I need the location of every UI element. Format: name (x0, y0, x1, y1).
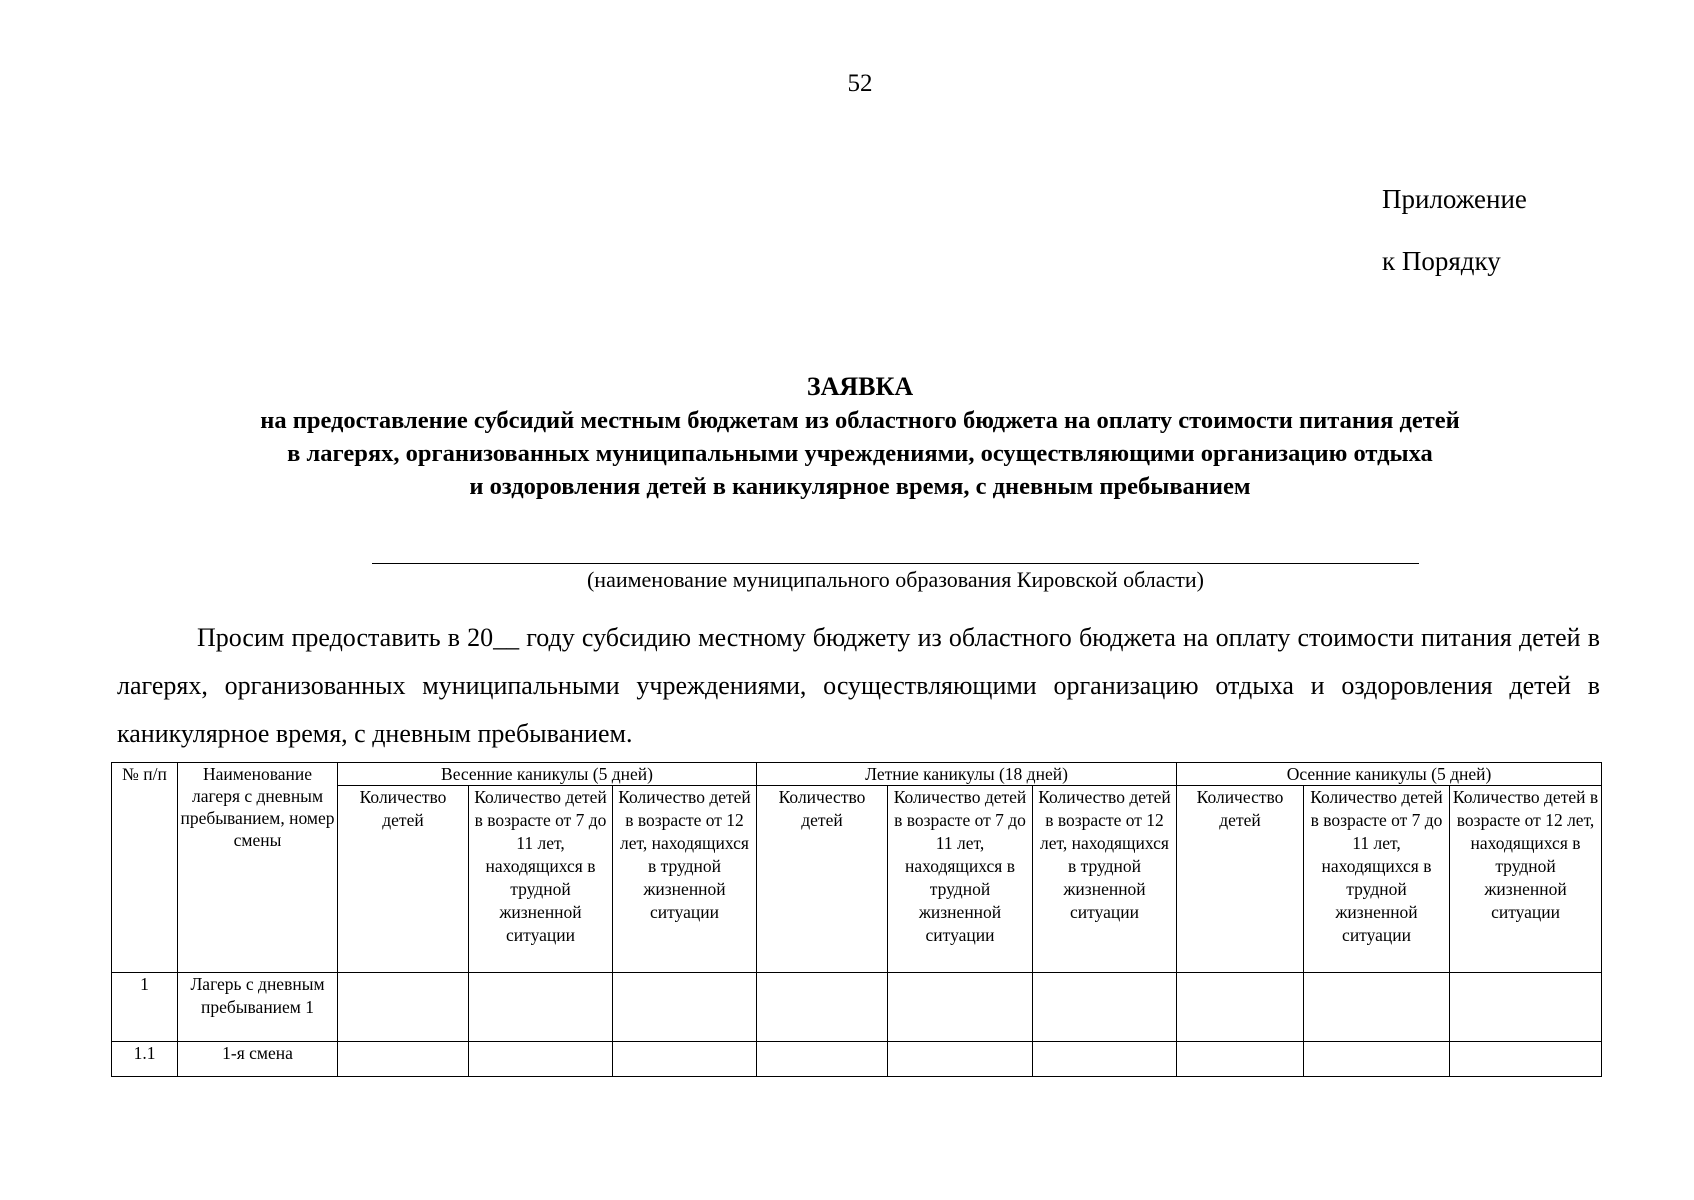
header-autumn-age-12: Количество детей в возрасте от 12 лет, находящихся в трудной жизненной ситуации (1450, 786, 1602, 973)
appendix-note (1382, 168, 1527, 292)
cell-summer-children-count[interactable] (757, 973, 888, 1042)
header-number: № п/п (112, 763, 178, 973)
cell-summer-children-count[interactable] (757, 1042, 888, 1077)
header-spring-age-7-11: Количество детей в возрасте от 7 до 11 лет, находящихся в трудной жизненной ситуации (469, 786, 613, 973)
document-title (110, 372, 1610, 503)
table-header-row (112, 763, 1602, 786)
cell-spring-age-12[interactable] (613, 1042, 757, 1077)
header-summer-age-7-11: Количество детей в возрасте от 7 до 11 лет, находящихся в трудной жизненной ситуации (888, 786, 1033, 973)
row-number: 1.1 (112, 1042, 178, 1077)
header-spring-age-12: Количество детей в возрасте от 12 лет, находящихся в трудной жизненной ситуации (613, 786, 757, 973)
municipality-caption: (наименование муниципального образования Кировской области) (586, 567, 1204, 592)
cell-spring-children-count[interactable] (338, 973, 469, 1042)
cell-summer-age-7-11[interactable] (888, 973, 1033, 1042)
cell-autumn-children-count[interactable] (1177, 973, 1304, 1042)
cell-autumn-age-12[interactable] (1450, 1042, 1602, 1077)
cell-autumn-age-7-11[interactable] (1304, 1042, 1450, 1077)
appendix-line-1: Приложение (1382, 184, 1527, 214)
cell-summer-age-12[interactable] (1033, 973, 1177, 1042)
request-paragraph: Просим предоставить в 20__ году субсидию местному бюджету из областного бюджета на оплату стоимости питания детей в лагерях, организованных муниципальными учреждениями, осуществляющими организацию отдыха и оздоровления детей в каникулярное время, с дневным пребыванием. (117, 623, 1600, 748)
cell-spring-children-count[interactable] (338, 1042, 469, 1077)
header-camp-name: Наименование лагеря с дневным пребыванием, номер смены (178, 763, 338, 973)
header-spring-children-count: Количество детей (338, 786, 469, 973)
header-summer-holidays: Летние каникулы (18 дней) (757, 763, 1177, 786)
row-camp-name: Лагерь с дневным пребыванием 1 (178, 973, 338, 1042)
title-sub-line-2: в лагерях, организованных муниципальными учреждениями, осуществляющими организацию отдыха (287, 440, 1433, 467)
cell-autumn-age-12[interactable] (1450, 973, 1602, 1042)
appendix-line-2: к Порядку (1382, 246, 1501, 276)
header-autumn-age-7-11: Количество детей в возрасте от 7 до 11 лет, находящихся в трудной жизненной ситуации (1304, 786, 1450, 973)
header-autumn-holidays: Осенние каникулы (5 дней) (1177, 763, 1602, 786)
title-main: ЗАЯВКА (806, 372, 914, 401)
cell-spring-age-12[interactable] (613, 973, 757, 1042)
request-table (111, 762, 1602, 1077)
table-row (112, 973, 1602, 1042)
municipality-blank-line[interactable] (372, 563, 1419, 564)
page-number: 52 (847, 70, 873, 97)
title-sub-line-3: и оздоровления детей в каникулярное время, с дневным пребыванием (469, 473, 1251, 500)
header-autumn-children-count: Количество детей (1177, 786, 1304, 973)
cell-autumn-children-count[interactable] (1177, 1042, 1304, 1077)
cell-summer-age-7-11[interactable] (888, 1042, 1033, 1077)
cell-spring-age-7-11[interactable] (469, 1042, 613, 1077)
header-spring-holidays: Весенние каникулы (5 дней) (338, 763, 757, 786)
cell-autumn-age-7-11[interactable] (1304, 973, 1450, 1042)
header-summer-age-12: Количество детей в возрасте от 12 лет, находящихся в трудной жизненной ситуации (1033, 786, 1177, 973)
table-row (112, 1042, 1602, 1077)
cell-spring-age-7-11[interactable] (469, 973, 613, 1042)
row-camp-name: 1-я смена (178, 1042, 338, 1077)
cell-summer-age-12[interactable] (1033, 1042, 1177, 1077)
header-summer-children-count: Количество детей (757, 786, 888, 973)
title-sub-line-1: на предоставление субсидий местным бюджетам из областного бюджета на оплату стоимости питания детей (260, 407, 1460, 434)
row-number: 1 (112, 973, 178, 1042)
